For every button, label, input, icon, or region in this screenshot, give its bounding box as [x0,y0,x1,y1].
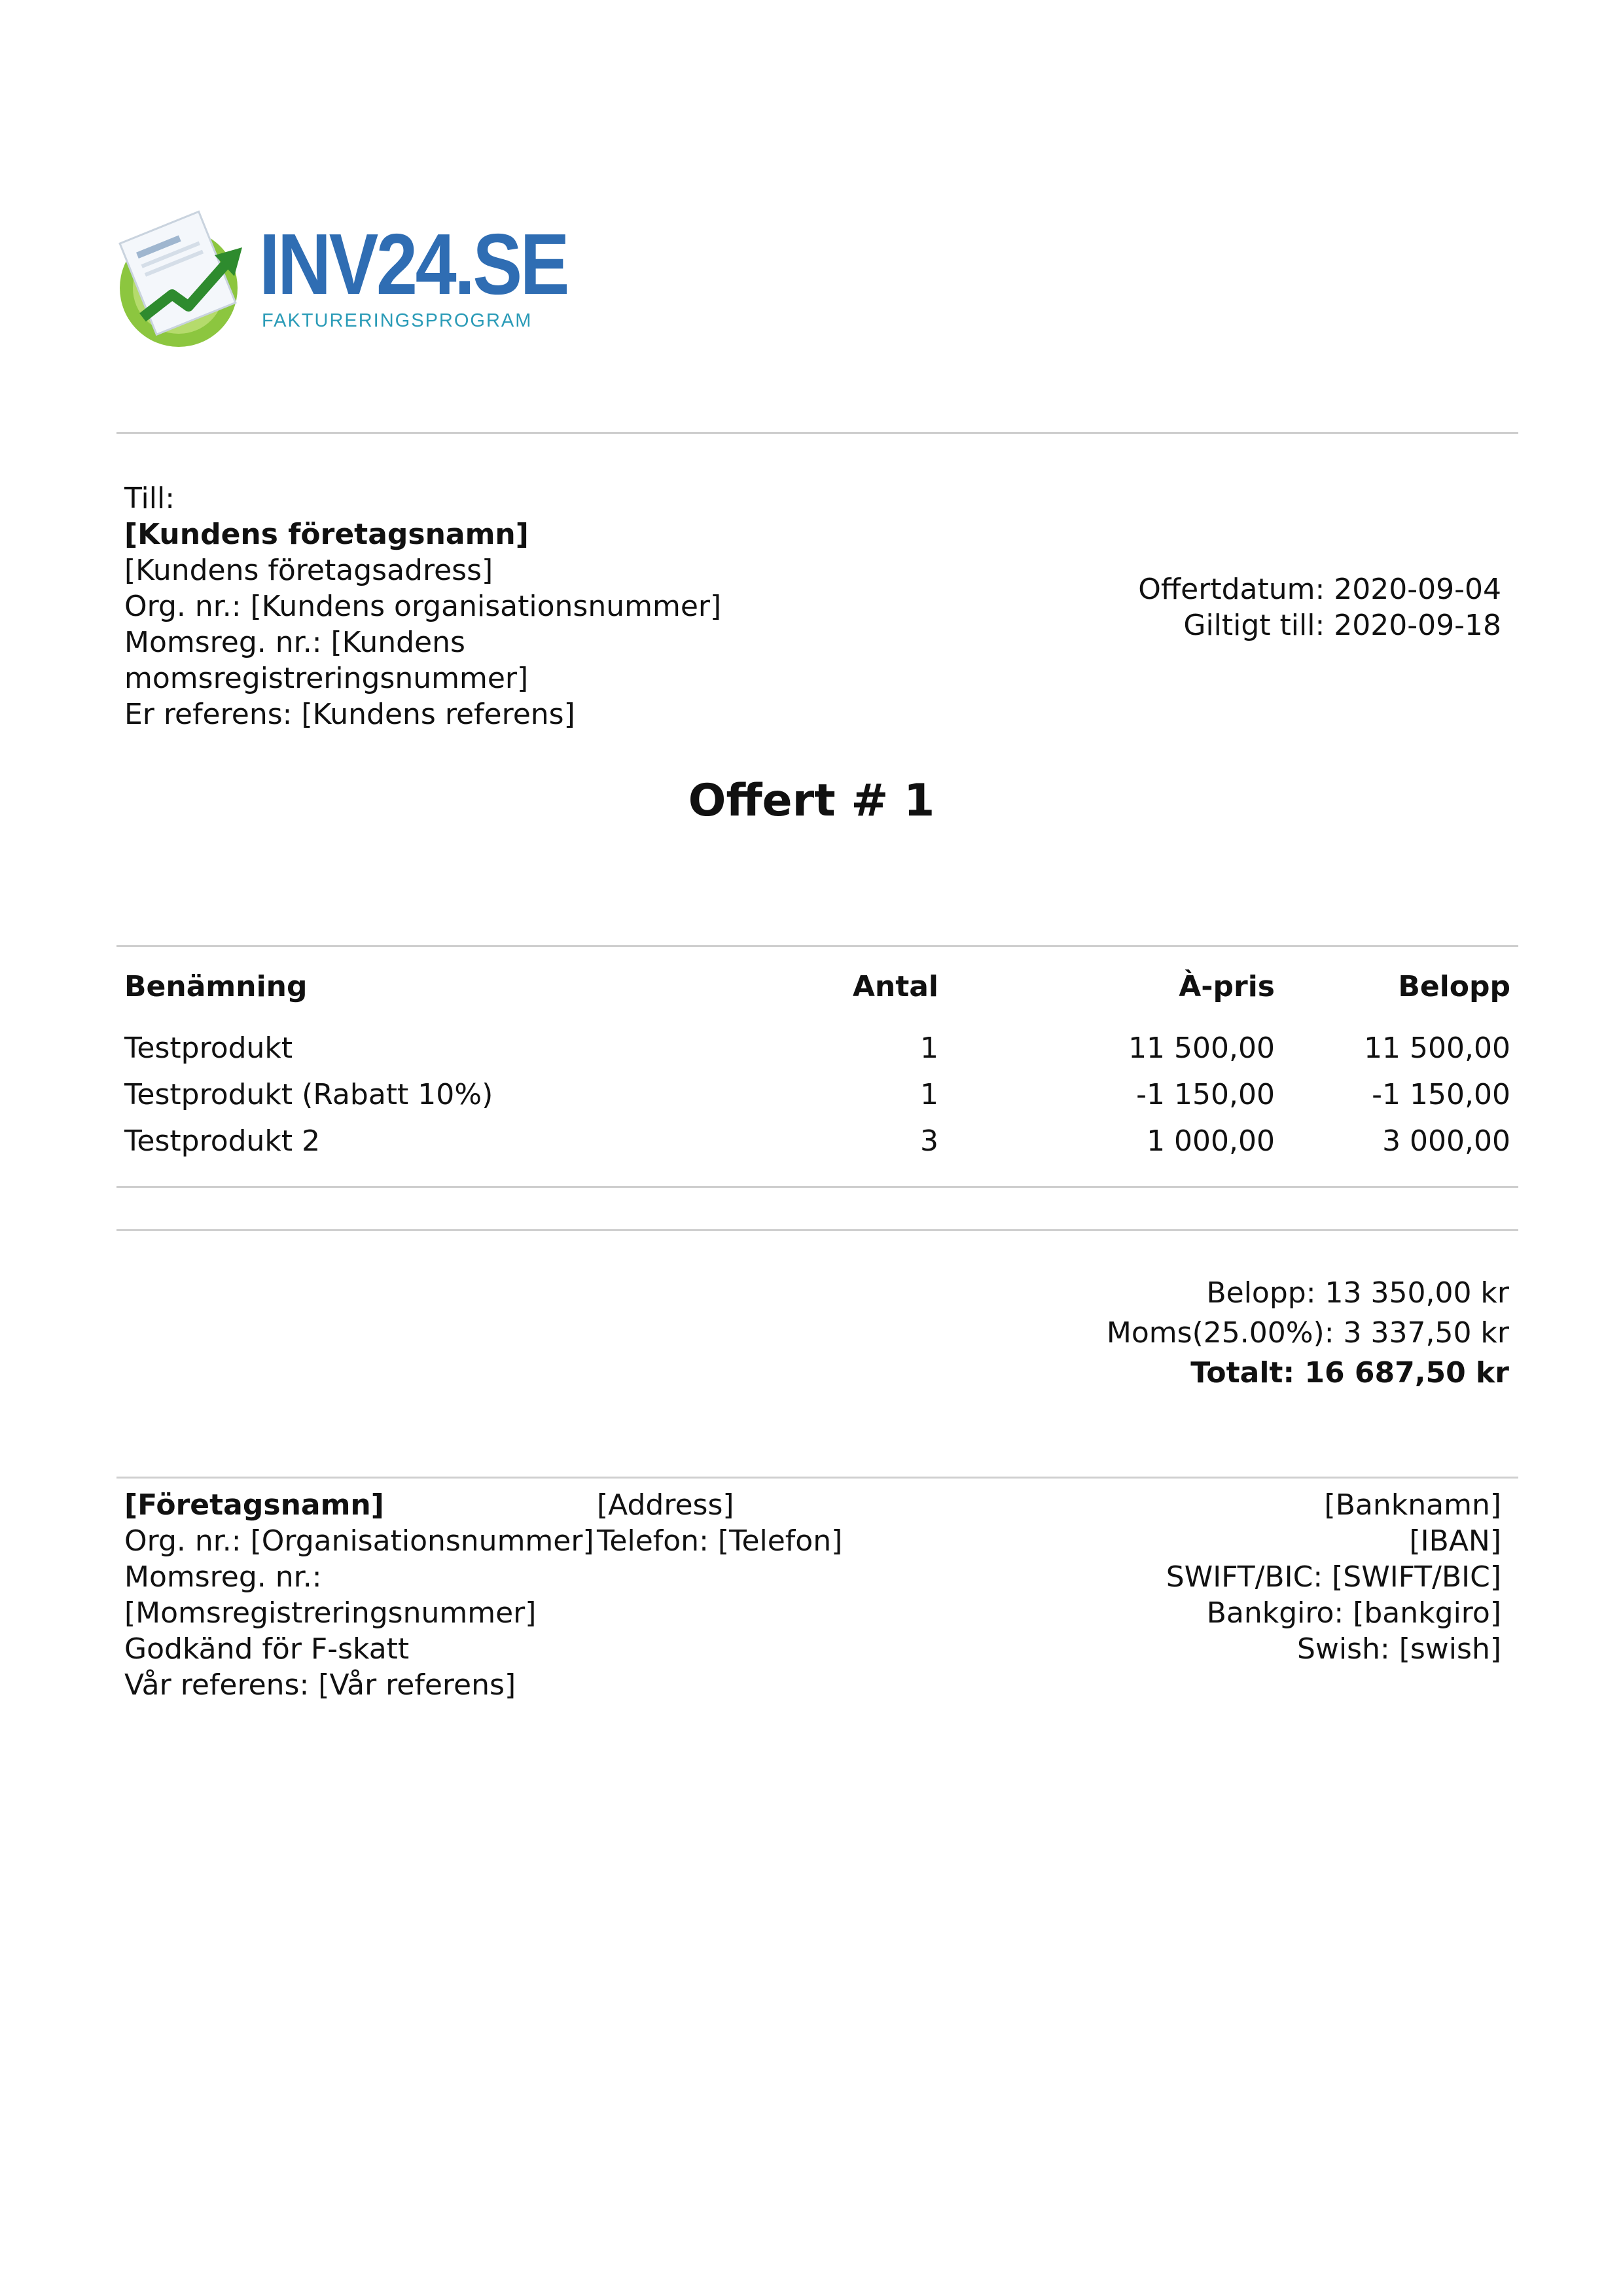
row-description: Testprodukt (Rabatt 10%) [124,1078,493,1111]
footer-vat-label: Momsreg. nr.: [124,1560,322,1594]
row-description: Testprodukt 2 [124,1124,321,1158]
footer-bank-name: [Banknamn] [1324,1488,1501,1522]
footer-iban: [IBAN] [1409,1524,1501,1558]
grand-total: Totalt: 16 687,50 kr [1190,1356,1509,1390]
table-header-row [116,961,1518,1025]
items-table [116,961,1518,1164]
vat-amount: Moms(25.00%): 3 337,50 kr [1106,1316,1509,1350]
footer-swish: Swish: [swish] [1296,1632,1501,1666]
recipient-address: [Kundens företagsadress] [124,554,493,587]
row-unit-price: 1 000,00 [1147,1124,1275,1158]
valid-until: Giltigt till: 2020-09-18 [1183,609,1501,642]
recipient-vat-nr: Momsreg. nr.: [Kundens [124,626,465,659]
footer-bankgiro: Bankgiro: [bankgiro] [1206,1596,1501,1630]
recipient-vat-nr-cont: momsregistreringsnummer] [124,662,529,695]
table-row [116,1025,1518,1071]
offer-dates [1138,571,1501,643]
footer-f-tax: Godkänd för F-skatt [124,1632,410,1666]
divider [116,1229,1518,1231]
footer-company-name: [Företagsnamn] [124,1488,384,1522]
header-unit-price: À-pris [1179,970,1275,1003]
divider [116,1186,1518,1188]
footer-phone: Telefon: [Telefon] [597,1524,843,1558]
row-quantity: 3 [920,1124,938,1158]
footer-swift: SWIFT/BIC: [SWIFT/BIC] [1166,1560,1501,1594]
footer-vat-value: [Momsregistreringsnummer] [124,1596,537,1630]
footer-address: [Address] [597,1488,734,1522]
row-amount: 11 500,00 [1364,1031,1510,1065]
header-quantity: Antal [852,970,938,1003]
row-unit-price: -1 150,00 [1136,1078,1275,1111]
row-description: Testprodukt [124,1031,293,1065]
row-amount: 3 000,00 [1382,1124,1510,1158]
row-quantity: 1 [920,1078,938,1111]
header-amount: Belopp [1398,970,1510,1003]
footer-reference: Vår referens: [Vår referens] [124,1668,516,1702]
subtotal-amount: Belopp: 13 350,00 kr [1206,1276,1509,1310]
page-title: Offert # 1 [688,775,935,827]
divider [116,945,1518,947]
table-row [116,1071,1518,1118]
footer-org-nr: Org. nr.: [Organisationsnummer] [124,1524,594,1558]
recipient-label: Till: [124,482,175,515]
recipient-reference: Er referens: [Kundens referens] [124,698,575,731]
row-unit-price: 11 500,00 [1128,1031,1275,1065]
offer-date: Offertdatum: 2020-09-04 [1138,573,1501,606]
logo-tagline: FAKTURERINGSPROGRAM [262,310,533,331]
footer-bank [1166,1487,1501,1667]
footer-contact [597,1487,842,1559]
chart-document-icon [116,209,247,347]
divider [116,432,1518,434]
header-description: Benämning [124,970,308,1003]
table-row [116,1118,1518,1164]
company-logo [116,209,567,347]
row-quantity: 1 [920,1031,938,1065]
logo-name: INV24.SE [259,216,567,312]
divider [116,1477,1518,1479]
recipient-company-name: [Kundens företagsnamn] [124,518,529,551]
footer-company [124,1487,594,1703]
totals-block [1107,1273,1509,1393]
recipient-org-nr: Org. nr.: [Kundens organisationsnummer] [124,590,722,623]
recipient-block [124,480,721,732]
row-amount: -1 150,00 [1372,1078,1510,1111]
